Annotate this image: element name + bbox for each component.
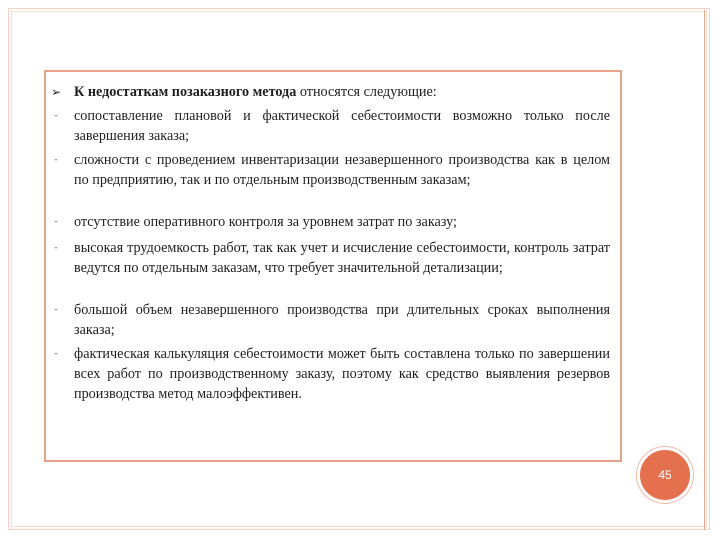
list-item-text: фактическая калькуляция себестоимости может быть составлена только по завершении всех работ по производственному заказу, поэтому как средство выявления резервов производства метод малоэффективен.	[74, 346, 610, 402]
slide-side-line	[704, 10, 705, 530]
list-item-text: сложности с проведением инвентаризации незавершенного производства как в целом по предприятию, так и по отдельным производственным заказам;	[74, 152, 610, 188]
heading-bold: К недостаткам позаказного метода	[74, 84, 297, 100]
dash-bullet-icon: -	[54, 305, 58, 315]
dash-bullet-icon: -	[54, 217, 58, 227]
page-number-badge: 45	[637, 447, 693, 503]
arrow-bullet-icon: ➢	[50, 85, 62, 99]
heading-text	[74, 82, 610, 102]
list-item-text: высокая трудоемкость работ, так как учет и исчисление себестоимости, контроль затрат ведутся по отдельным заказам, что требует значительной детализации;	[74, 240, 610, 276]
list-item-text: сопоставление плановой и фактической себестоимости возможно только после завершения заказа;	[74, 108, 610, 144]
dash-bullet-icon: -	[54, 243, 58, 253]
content-box	[44, 70, 622, 462]
heading-rest: относятся следующие:	[296, 84, 437, 100]
dash-bullet-icon: -	[54, 155, 58, 165]
dash-bullet-icon: -	[54, 111, 58, 121]
list-item-text: большой объем незавершенного производства при длительных сроках выполнения заказа;	[74, 302, 610, 338]
dash-bullet-icon: -	[54, 349, 58, 359]
list-item-text: отсутствие оперативного контроля за уровнем затрат по заказу;	[74, 214, 457, 230]
